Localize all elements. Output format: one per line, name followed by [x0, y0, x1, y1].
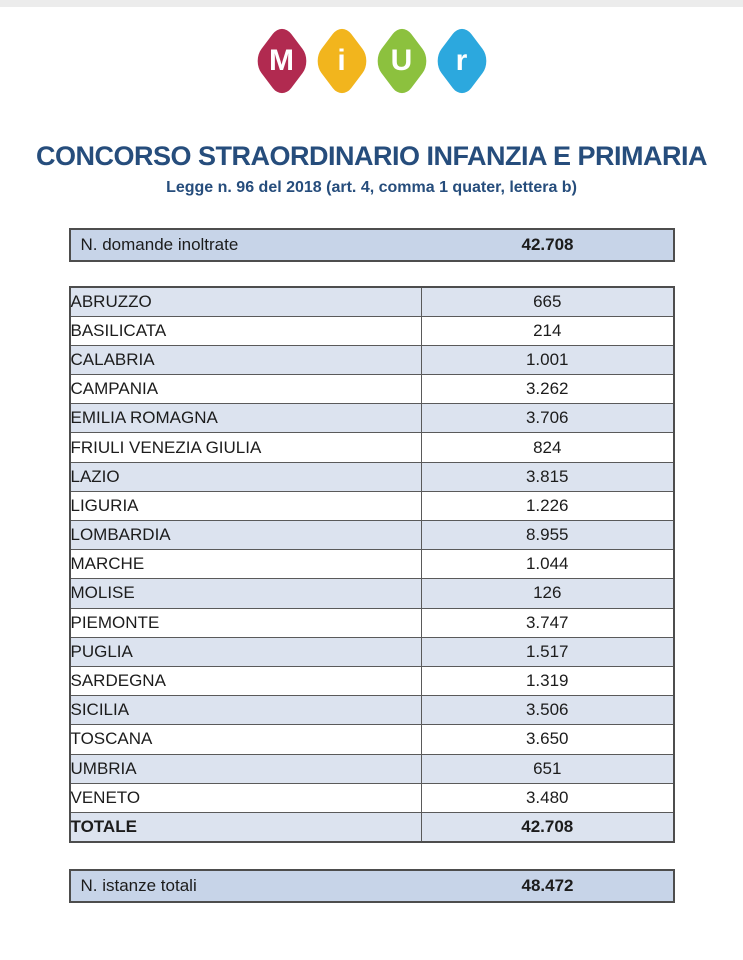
scan-edge-artifact: [0, 0, 743, 7]
value-cell: 3.506: [422, 696, 674, 725]
summary-bar-domande: [69, 228, 675, 262]
table-row: [70, 521, 674, 550]
value-cell: 1.319: [422, 666, 674, 695]
summary-domande-value: 42.708: [521, 235, 574, 254]
table-row: [70, 696, 674, 725]
table-row: [70, 754, 674, 783]
page-title: CONCORSO STRAORDINARIO INFANZIA E PRIMARIA: [35, 141, 707, 171]
region-cell: PUGLIA: [70, 637, 422, 666]
value-cell: 42.708: [422, 812, 674, 841]
value-cell: 3.480: [422, 783, 674, 812]
region-cell: TOSCANA: [70, 725, 422, 754]
summary-domande-label: N. domande inoltrate: [80, 235, 239, 254]
table-row: [70, 491, 674, 520]
document-body: [69, 228, 675, 903]
table-row: [70, 404, 674, 433]
region-cell: SICILIA: [70, 696, 422, 725]
regions-table-body: [70, 287, 674, 842]
table-row: [70, 375, 674, 404]
value-cell: 651: [422, 754, 674, 783]
region-cell: FRIULI VENEZIA GIULIA: [70, 433, 422, 462]
table-row: [70, 637, 674, 666]
value-cell: 1.517: [422, 637, 674, 666]
summary-istanze-value: 48.472: [521, 875, 574, 895]
region-cell: TOTALE: [70, 812, 422, 841]
regions-table: [69, 286, 675, 843]
region-cell: ABRUZZO: [70, 287, 422, 316]
value-cell: 8.955: [422, 521, 674, 550]
value-cell: 126: [422, 579, 674, 608]
table-row: [70, 287, 674, 316]
table-row: [70, 608, 674, 637]
region-cell: MOLISE: [70, 579, 422, 608]
value-cell: 3.815: [422, 462, 674, 491]
value-cell: 3.262: [422, 375, 674, 404]
region-cell: LOMBARDIA: [70, 521, 422, 550]
logo-letter-i: i: [337, 44, 346, 77]
region-cell: UMBRIA: [70, 754, 422, 783]
logo-letter-m: M: [269, 44, 294, 77]
region-cell: MARCHE: [70, 550, 422, 579]
value-cell: 3.706: [422, 404, 674, 433]
logo-letter-u: U: [390, 44, 413, 77]
logo-tile-r: [433, 21, 491, 101]
value-cell: 665: [422, 287, 674, 316]
table-row: [70, 345, 674, 374]
logo-tile-m: [253, 21, 311, 101]
table-row: [70, 783, 674, 812]
table-row: [70, 666, 674, 695]
region-cell: CALABRIA: [70, 345, 422, 374]
region-cell: EMILIA ROMAGNA: [70, 404, 422, 433]
table-row: [70, 433, 674, 462]
table-row: [70, 316, 674, 345]
summary-bar-istanze: [69, 869, 675, 903]
region-cell: CAMPANIA: [70, 375, 422, 404]
region-cell: BASILICATA: [70, 316, 422, 345]
region-cell: LAZIO: [70, 462, 422, 491]
table-row: [70, 462, 674, 491]
table-row: [70, 812, 674, 841]
logo-tile-u: [373, 21, 431, 101]
table-row: [70, 725, 674, 754]
value-cell: 3.747: [422, 608, 674, 637]
value-cell: 1.001: [422, 345, 674, 374]
summary-istanze-label: N. istanze totali: [80, 875, 197, 895]
logo-tile-i: [313, 21, 371, 101]
miur-logo: [0, 21, 743, 101]
value-cell: 824: [422, 433, 674, 462]
table-row: [70, 550, 674, 579]
value-cell: 3.650: [422, 725, 674, 754]
region-cell: LIGURIA: [70, 491, 422, 520]
region-cell: SARDEGNA: [70, 666, 422, 695]
region-cell: PIEMONTE: [70, 608, 422, 637]
value-cell: 1.044: [422, 550, 674, 579]
page-subtitle: Legge n. 96 del 2018 (art. 4, comma 1 quater, lettera b): [166, 179, 577, 196]
value-cell: 1.226: [422, 491, 674, 520]
region-cell: VENETO: [70, 783, 422, 812]
logo-letter-r: r: [455, 44, 468, 77]
value-cell: 214: [422, 316, 674, 345]
table-row: [70, 579, 674, 608]
